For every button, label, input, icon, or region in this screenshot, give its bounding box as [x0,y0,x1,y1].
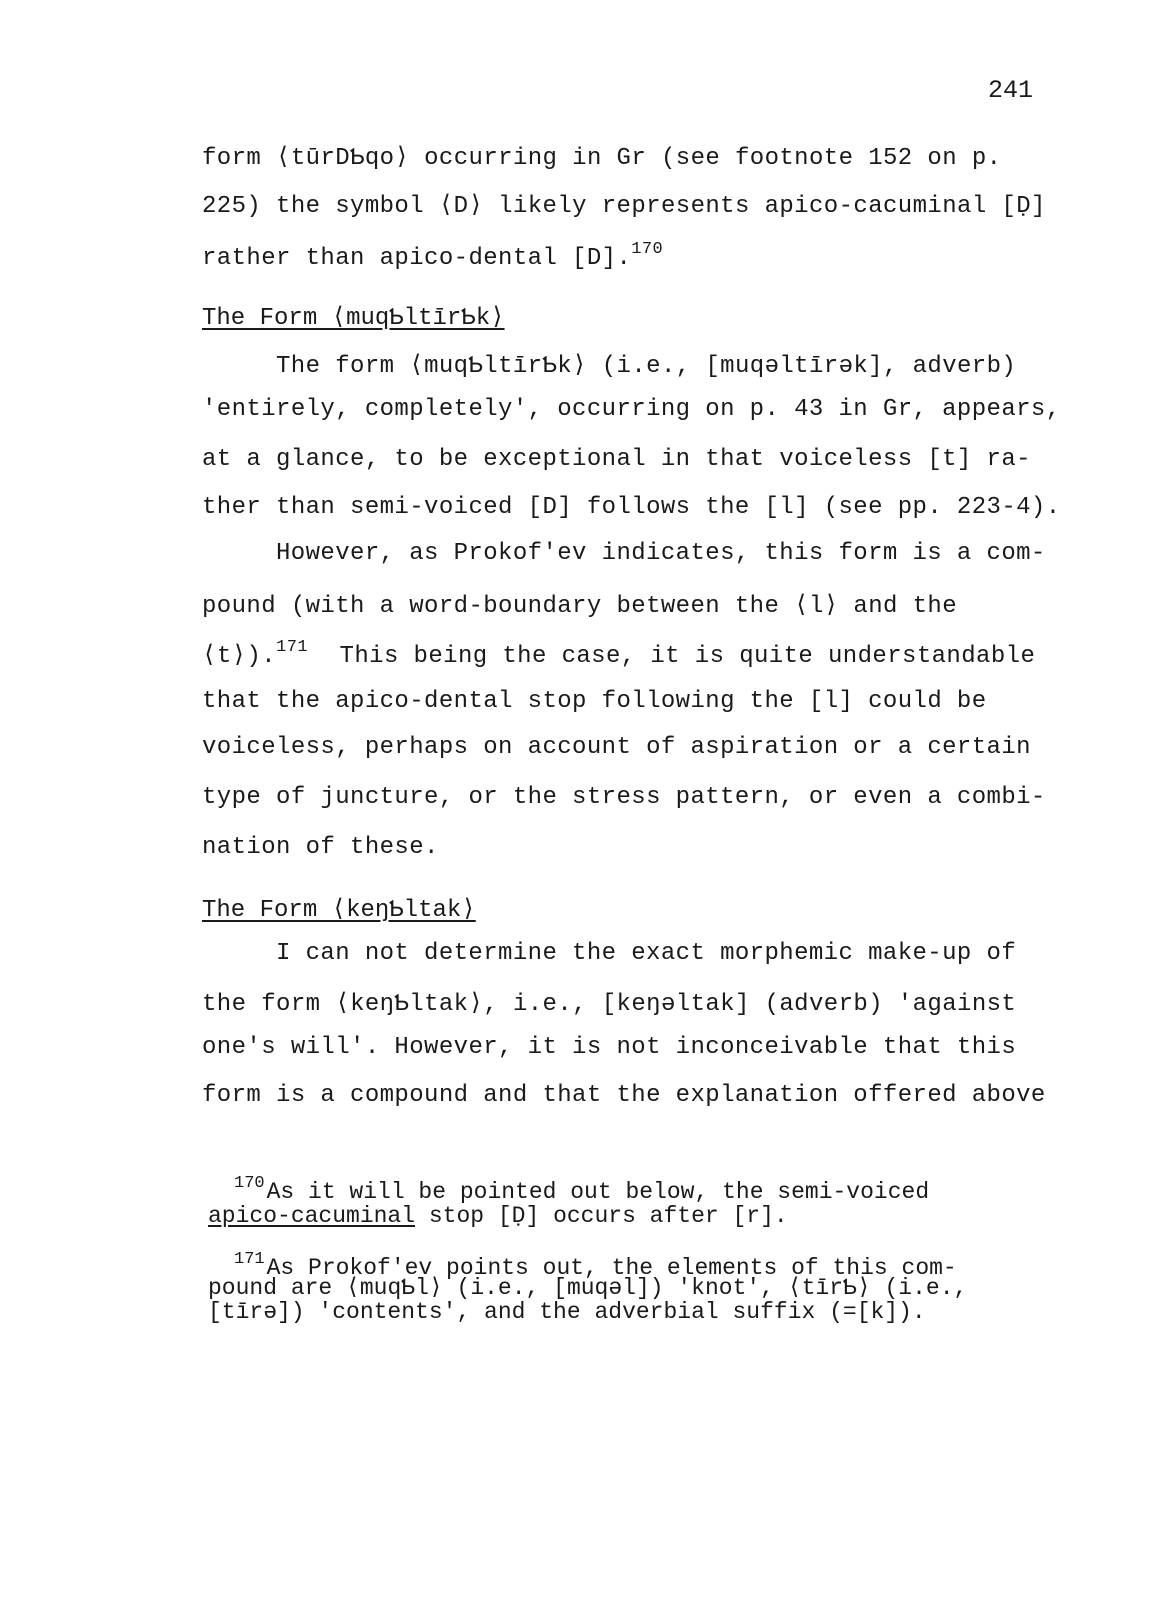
footnote-number: 170 [234,1174,265,1193]
footnote-underlined-term: apico-cacuminal [208,1203,416,1229]
body-line: pound (with a word-boundary between the ⟨l⟩ and the [202,593,958,620]
footnote-reference: 170 [631,240,664,259]
footnote-reference: 171 [276,638,308,657]
body-line: form ⟨tūrDƄqo⟩ occurring in Gr (see footnote 152 on p. [202,145,1002,172]
body-text: ⟨t⟩). [202,643,277,670]
body-line: I can not determine the exact morphemic make-up of [276,940,1017,967]
body-line: type of juncture, or the stress pattern, or even a combi- [202,784,1046,811]
body-line: at a glance, to be exceptional in that voiceless [t] ra- [202,446,1031,473]
body-text: This being the case, it is quite understandable [339,643,1036,670]
footnote-number: 171 [234,1250,265,1269]
body-line: one's will'. However, it is not inconceivable that this [202,1034,1017,1061]
footnote-text: stop [Ḍ] occurs after [r]. [415,1203,788,1229]
footnote-text: As it will be pointed out below, the semi-voiced [266,1179,930,1205]
section-heading: The Form ⟨muqƄltīrƄk⟩ [202,305,505,332]
body-line [202,240,665,272]
body-text: rather than apico-dental [D]. [202,245,632,272]
page-number: 241 [988,76,1034,105]
body-line: 225) the symbol ⟨D⟩ likely represents apico-cacuminal [Ḍ] [202,193,1046,220]
body-line: the form ⟨keŋƄltak⟩, i.e., [keŋəltak] (adverb) 'against [202,991,1017,1018]
body-line: that the apico-dental stop following the [l] could be [202,688,987,715]
body-line [202,638,1035,670]
footnote-171-line: pound are ⟨muqƄl⟩ (i.e., [muqəl]) 'knot', ⟨tīrƄ⟩ (i.e., [208,1275,968,1301]
body-line: form is a compound and that the explanation offered above [202,1082,1046,1109]
section-heading: The Form ⟨keŋƄltak⟩ [202,897,476,924]
body-line: voiceless, perhaps on account of aspiration or a certain [202,734,1031,761]
body-line: 'entirely, completely', occurring on p. 43 in Gr, appears, [202,396,1061,423]
body-line: The form ⟨muqƄltīrƄk⟩ (i.e., [muqəltīrək], adverb) [276,353,1017,380]
footnote-170-line [208,1204,788,1228]
footnote-170-line [234,1172,929,1204]
footnote-171-line: [tīrə]) 'contents', and the adverbial suffix (=[k]). [208,1299,926,1325]
footnote-text: As Prokof'ev points out, the elements of this com- [266,1255,957,1281]
body-line: ther than semi-voiced [D] follows the [l] (see pp. 223-4). [202,494,1061,521]
body-line: nation of these. [202,834,439,861]
body-line: However, as Prokof'ev indicates, this form is a com- [276,540,1046,567]
